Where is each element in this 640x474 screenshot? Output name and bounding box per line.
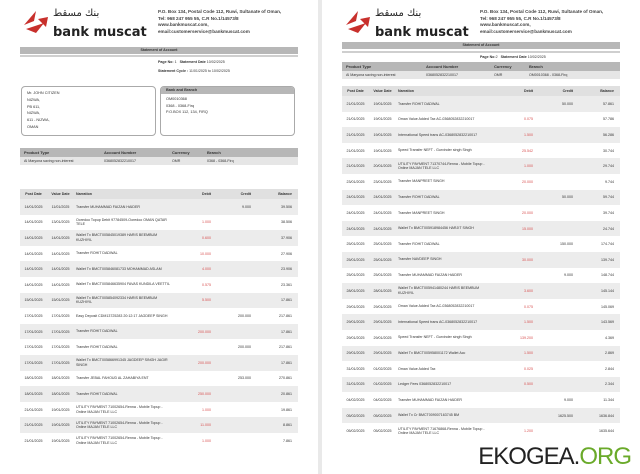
table-row [342,423,620,439]
table-row [20,230,298,246]
value-date-cell: 19/01/2025 [51,407,70,412]
narration-cell: Wallet Tx BMCT005846635904 FAVAS KUNDILA VEETTIL [76,282,170,287]
value-date-cell: 25/01/2025 [373,273,392,278]
value-date-cell: 18/01/2025 [51,376,70,381]
value-date-cell: 19/01/2025 [373,101,392,106]
balance-cell: 24.744 [603,226,614,231]
bank-muscat-logo-icon [22,5,157,39]
credit-cell: 253.000 [238,376,251,381]
credit-cell: 9.000 [564,398,573,403]
table-row [342,268,620,284]
post-date-cell: 14/01/2025 [24,251,43,256]
post-date-cell: 21/01/2025 [346,164,365,169]
debit-cell: 1.000 [202,438,211,443]
post-date-cell: 31/01/2025 [346,366,365,371]
debit-cell: 1.000 [524,164,533,169]
debit-cell: 200.000 [198,329,211,334]
narration-cell: Transfer ROHIT DADWAL [76,251,118,256]
transactions-table [342,86,620,439]
balance-cell: 56.286 [603,132,614,137]
balance-cell: 39.506 [281,204,292,209]
debit-cell: 1.500 [524,351,533,356]
narration-cell: Transfer MUHAMMAD FAIZAN HAIDER [398,397,462,402]
balance-cell: 217.861 [279,345,292,350]
narration-cell: UTILITY PAYMENT 71002654-Renna - Mobile Topup - Online MAJAN TELE LLC [76,404,163,414]
table-header: Post Date Value Date Narration Debit Credit Balance [342,86,620,96]
watermark: EKOGEA.ORG [475,443,634,471]
balance-cell: 1636.844 [599,413,614,418]
table-row [342,346,620,362]
value-date-cell: 19/01/2025 [373,117,392,122]
table-row [342,377,620,393]
balance-cell: 57.861 [603,101,614,106]
credit-cell: 9.000 [564,273,573,278]
narration-cell: Transfer MANPREET SINGH [398,179,445,184]
table-row [342,127,620,143]
narration-cell: Oman Value Added Tax AC-0368052832210017 [398,304,475,309]
post-date-cell: 14/01/2025 [24,282,43,287]
balance-cell: 8.861 [283,423,292,428]
debit-cell: 250.000 [198,391,211,396]
statement-title: Statement of Account [342,42,620,49]
narration-cell: International Speed trans AC-0368052832210017 [398,319,478,324]
credit-cell: 1625.500 [558,413,573,418]
svg-text:bank muscat: bank muscat [375,25,469,39]
narration-cell: Oman Value Added Tax AC-0368052832210017 [398,117,475,122]
table-row [342,283,620,299]
post-date-cell: 05/02/2025 [346,413,365,418]
post-date-cell: 31/01/2025 [346,382,365,387]
debit-cell: 1.500 [524,320,533,325]
value-date-cell: 14/01/2025 [51,235,70,240]
value-date-cell: 29/01/2025 [373,351,392,356]
balance-cell: 17.861 [281,298,292,303]
value-date-cell: 17/01/2025 [51,313,70,318]
balance-cell: 30.744 [603,148,614,153]
narration-cell: Transfer ROHIT DADWAL [398,101,440,106]
narration-cell: Transfer ROHIT DADWAL [76,329,118,334]
post-date-cell: 14/01/2025 [24,204,43,209]
value-date-cell: 19/01/2025 [51,438,70,443]
table-row [342,236,620,252]
post-date-cell: 21/01/2025 [24,438,43,443]
narration-cell: Transfer MUHAMMAD FAIZAN HAIDER [76,204,140,209]
debit-cell: 139.200 [520,335,533,340]
narration-cell: Wallet Tx BMCT005918984456 HARJIT SINGH [398,226,474,231]
balance-cell: 139.744 [601,257,614,262]
balance-cell: 148.744 [601,273,614,278]
debit-cell: 1.000 [202,407,211,412]
page-meta: Page No: 1 Statement Date 10/02/2025 [158,60,225,64]
customer-address-box: Mr. JOHN CITIZEN NIZWA, PB 611, NIZWA, 611 - NIZWA, OMAN [21,86,156,136]
balance-cell: 38.506 [281,220,292,225]
table-row [20,402,298,418]
value-date-cell: 15/01/2025 [51,298,70,303]
value-date-cell: 04/02/2025 [373,398,392,403]
post-date-cell: 17/01/2025 [24,329,43,334]
value-date-cell: 24/01/2025 [373,195,392,200]
value-date-cell: 13/01/2025 [51,220,70,225]
table-row [342,330,620,346]
debit-cell: 25.542 [522,148,533,153]
statement-page-1 [0,0,318,474]
narration-cell: Ooredoo Topup Debit 97784509-Ooredoo OMAN QATAR TELE [76,217,167,227]
bank-address: P.O. Box 134, Postal Code 112, Ruwi, Sultanate of Oman, Tel: 968 247 955 55, C.R No.1/14573/8 www.bankmuscat.com, email:customerservice@bankmuscat.com [158,9,282,34]
statement-title: Statement of Account [20,47,298,54]
value-date-cell: 19/01/2025 [373,132,392,137]
balance-cell: 17.861 [281,329,292,334]
product-table: Product Type Account Number Currency Branch Al Maryona saving non-interest 0368052832210017 OMR 0368 - 0368-Firq [20,148,298,165]
value-date-cell: 05/02/2025 [373,429,392,434]
table-header: Post Date Value Date Narration Debit Credit Balance [20,189,298,199]
post-date-cell: 25/01/2025 [346,257,365,262]
post-date-cell: 17/01/2025 [24,313,43,318]
post-date-cell: 21/01/2025 [24,423,43,428]
narration-cell: Transfer ROHIT DADWAL [398,241,440,246]
table-row [20,417,298,433]
balance-cell: 19.861 [281,407,292,412]
table-row [342,96,620,112]
bank-logo [22,5,157,39]
debit-cell: 15.000 [522,226,533,231]
value-date-cell: 14/01/2025 [51,282,70,287]
value-date-cell: 14/01/2025 [51,251,70,256]
page-meta: Page No:2 Statement Date 10/02/2025 [480,55,546,59]
debit-cell: 10.000 [200,251,211,256]
post-date-cell: 17/01/2025 [24,345,43,350]
table-row [20,261,298,277]
balance-cell: 217.861 [279,313,292,318]
value-date-cell: 17/01/2025 [51,345,70,350]
bank-branch-box: Bank and Branch OM0010368 0368 - 0368-Firq P.O.BOX 112, 134, FIRQ [160,86,295,136]
post-date-cell: 29/01/2025 [346,320,365,325]
post-date-cell: 21/01/2025 [346,101,365,106]
balance-cell: 23.906 [281,267,292,272]
post-date-cell: 04/02/2025 [346,398,365,403]
balance-cell: 59.744 [603,195,614,200]
balance-cell: 37.906 [281,235,292,240]
debit-cell: 3.600 [524,288,533,293]
svg-text:بنك مسقط: بنك مسقط [375,8,422,19]
value-date-cell: 23/01/2025 [373,179,392,184]
narration-cell: Wallet Tx BMCT005866991345 JAGDEEP SINGH JAGIR SINGH [76,358,168,367]
balance-cell: 20.861 [281,391,292,396]
narration-cell: Transfer ROHIT DADWAL [76,391,118,396]
bank-address: P.O. Box 134, Postal Code 112, Ruwi, Sultanate of Oman, Tel: 968 247 955 55, C.R No.1/14573/8 www.bankmuscat.com, email:customerservice@bankmuscat.com [480,9,604,34]
table-row [342,408,620,424]
table-row [20,324,298,340]
balance-cell: 2.344 [605,382,614,387]
balance-cell: 1635.644 [599,429,614,434]
post-date-cell: 29/01/2025 [346,351,365,356]
post-date-cell: 15/01/2025 [24,298,43,303]
credit-cell: 200.000 [238,345,251,350]
table-row [342,252,620,268]
statement-cycle: Statement Cycle : 11/01/2025 to 10/02/2025 [158,69,230,73]
post-date-cell: 21/01/2025 [346,148,365,153]
value-date-cell: 19/01/2025 [373,148,392,153]
value-date-cell: 05/02/2025 [373,413,392,418]
narration-cell: UTILITY PAYMENT 71002654-Renna - Mobile Topup - Online MAJAN TELE LLC [76,420,163,430]
debit-cell: 30.000 [522,257,533,262]
value-date-cell: 25/01/2025 [373,242,392,247]
balance-cell: 7.861 [283,438,292,443]
narration-cell: Speed Transfer NEFT - Gurvinder singh Singh [398,335,472,340]
narration-cell: Wallet Tx BMCT005941480244 HARIS BEEMBUM KUZHIYIL [398,286,480,295]
narration-cell: Wallet Tx Cr BMCT009007163745 BM [398,413,460,418]
balance-cell: 27.906 [281,251,292,256]
balance-cell: 270.861 [279,376,292,381]
debit-cell: 0.600 [202,235,211,240]
narration-cell: UTILITY PAYMENT 71002654-Renna - Mobile Topup - Online MAJAN TELE LLC [76,436,163,445]
narration-cell: Transfer ROHIT DADWAL [76,344,118,349]
debit-cell: 0.075 [524,304,533,309]
balance-cell: 143.569 [601,320,614,325]
table-row [20,277,298,293]
credit-cell: 9.000 [242,204,251,209]
post-date-cell: 18/01/2025 [24,376,43,381]
balance-cell: 57.786 [603,117,614,122]
narration-cell: Speed Transfer NEFT - Gurvinder singh Singh [398,148,472,153]
table-row [20,215,298,231]
value-date-cell: 29/01/2025 [373,304,392,309]
balance-cell: 145.069 [601,304,614,309]
table-row [20,339,298,355]
narration-cell: Transfer MANPREET SINGH [398,210,445,215]
table-row [342,174,620,190]
value-date-cell: 01/02/2025 [373,382,392,387]
bank-logo [344,5,479,39]
narration-cell: Wallet Tx BMCT005958001172 Wallet Acc [398,351,466,355]
balance-cell: 2.844 [605,366,614,371]
narration-cell: UTILITY PAYMENT 71676868-Renna - Mobile Topup - Online MAJAN TELE LLC [398,426,485,436]
post-date-cell: 14/01/2025 [24,220,43,225]
post-date-cell: 25/01/2025 [346,242,365,247]
value-date-cell: 11/01/2025 [51,204,70,209]
post-date-cell: 24/01/2025 [346,226,365,231]
table-row [20,293,298,309]
value-date-cell: 29/01/2025 [373,320,392,325]
debit-cell: 1.000 [202,220,211,225]
credit-cell: 200.000 [238,313,251,318]
narration-cell: Wallet Tx BMCT005854092334 HARIS BEEMBUM KUZHIYIL [76,295,158,305]
value-date-cell: 17/01/2025 [51,329,70,334]
table-row [342,361,620,377]
debit-cell: 0.500 [524,382,533,387]
narration-cell: Transfer NAVDEEP SINGH [398,257,442,262]
table-row [342,205,620,221]
post-date-cell: 23/01/2025 [346,179,365,184]
debit-cell: 1.200 [524,429,533,434]
balance-cell: 11.344 [603,398,614,403]
table-row [342,314,620,330]
post-date-cell: 05/02/2025 [346,429,365,434]
post-date-cell: 21/01/2025 [24,407,43,412]
debit-cell: 5.500 [202,298,211,303]
table-row [20,371,298,387]
post-date-cell: 25/01/2025 [346,273,365,278]
balance-cell: 2.869 [605,351,614,356]
value-date-cell: 24/01/2025 [373,226,392,231]
balance-cell: 29.744 [603,164,614,169]
value-date-cell: 01/02/2025 [373,366,392,371]
balance-cell: 23.361 [281,282,292,287]
table-row [342,112,620,128]
credit-cell: 50.000 [562,195,573,200]
narration-cell: International Speed trans AC-0368052832210017 [398,132,478,137]
table-row [20,246,298,262]
narration-cell: Easy Deposit CDM13725283 20:12:17 JAGDEEP SINGH [76,313,168,318]
narration-cell: Wallet Tx BMCT005845019389 HARIS BEEMBUM KUZHIYIL [76,233,158,242]
table-row [342,221,620,237]
table-row [342,299,620,315]
balance-cell: 17.861 [281,360,292,365]
narration-cell: Transfer ROHIT DADWAL [398,195,440,200]
debit-cell: 20.000 [522,179,533,184]
value-date-cell: 19/01/2025 [51,423,70,428]
debit-cell: 0.575 [202,282,211,287]
debit-cell: 0.025 [524,366,533,371]
balance-cell: 174.744 [601,242,614,247]
post-date-cell: 24/01/2025 [346,195,365,200]
table-row [20,308,298,324]
product-table: Product Type Account Number Currency Branch Al Maryona saving non-interest 0368052832210017 OMR OM0010368 - 0368-Firq [342,62,620,79]
debit-cell: 0.075 [524,117,533,122]
debit-cell: 1.500 [524,132,533,137]
narration-cell: Oman Value Added Tax [398,366,436,371]
value-date-cell: 20/01/2025 [373,164,392,169]
narration-cell: Wallet Tx BMCT005846081733 MOHAMMAD ASLAM [76,266,162,271]
table-row [342,392,620,408]
bank-muscat-logo-icon [344,5,479,39]
value-date-cell: 14/01/2025 [51,267,70,272]
narration-cell: Ledger Fees 0368052832210017 [398,382,452,387]
table-row [342,158,620,174]
bank-name-arabic: بنك مسقط [53,8,100,19]
table-row [342,190,620,206]
narration-cell: Transfer JEBAL FAHOUD AL ZAHABIYA ENT [76,376,149,381]
statement-page-2 [322,0,640,474]
balance-cell: 39.744 [603,210,614,215]
post-date-cell: 14/01/2025 [24,235,43,240]
narration-cell: Transfer MUHAMMAD FAIZAN HAIDER [398,273,462,278]
post-date-cell: 28/01/2025 [346,288,365,293]
transactions-table [20,189,298,449]
balance-cell: 4.369 [605,335,614,340]
value-date-cell: 18/01/2025 [51,391,70,396]
table-row [20,433,298,449]
post-date-cell: 21/01/2025 [346,117,365,122]
balance-cell: 145.144 [601,288,614,293]
debit-cell: 4.000 [202,267,211,272]
narration-cell: UTILITY PAYMENT 71370744-Renna - Mobile Topup - Online MAJAN TELE LLC [398,161,485,171]
table-row [20,386,298,402]
post-date-cell: 21/01/2025 [346,132,365,137]
divider [342,51,620,53]
table-row [20,355,298,371]
value-date-cell: 24/01/2025 [373,210,392,215]
value-date-cell: 28/01/2025 [373,288,392,293]
value-date-cell: 29/01/2025 [373,335,392,340]
credit-cell: 50.000 [562,101,573,106]
table-row [342,143,620,159]
post-date-cell: 29/01/2025 [346,335,365,340]
debit-cell: 20.000 [522,210,533,215]
post-date-cell: 18/01/2025 [24,391,43,396]
credit-cell: 150.000 [560,242,573,247]
value-date-cell: 25/01/2025 [373,257,392,262]
table-row [20,199,298,215]
post-date-cell: 24/01/2025 [346,210,365,215]
debit-cell: 11.000 [200,423,211,428]
post-date-cell: 14/01/2025 [24,267,43,272]
bank-name: bank muscat [53,25,147,39]
divider [20,55,298,57]
post-date-cell: 17/01/2025 [24,360,43,365]
value-date-cell: 17/01/2025 [51,360,70,365]
balance-cell: 9.744 [605,179,614,184]
post-date-cell: 29/01/2025 [346,304,365,309]
debit-cell: 200.000 [198,360,211,365]
